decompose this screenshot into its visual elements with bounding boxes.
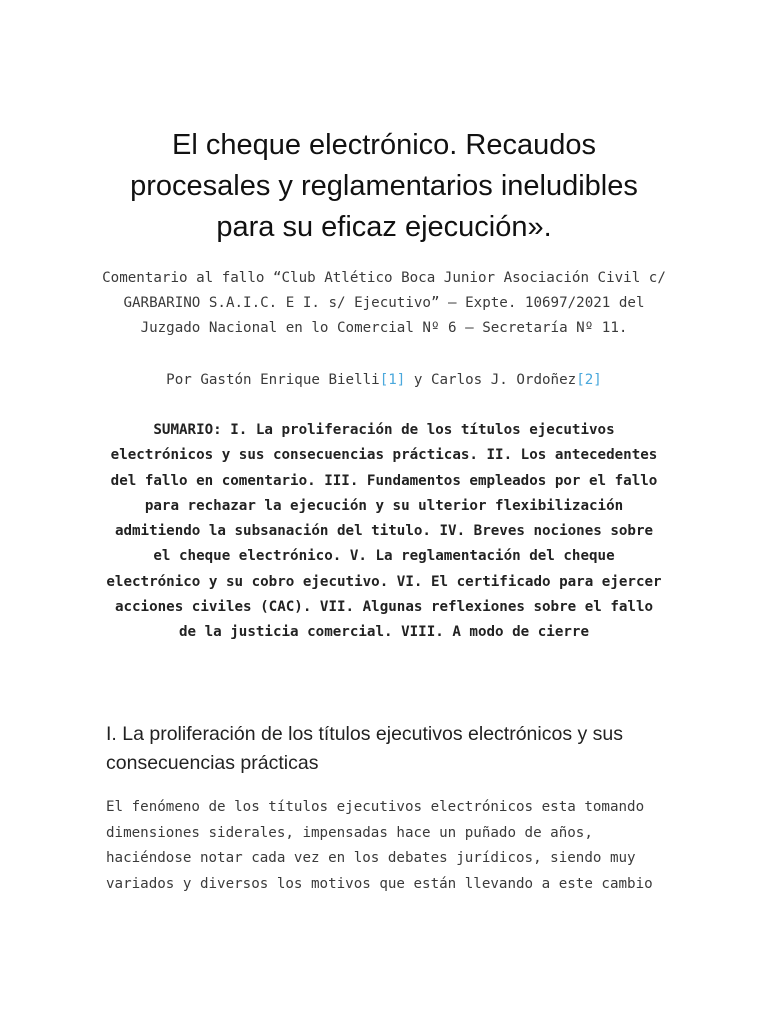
document-title: El cheque electrónico. Recaudos procesales y reglamentarios ineludibles para su eficaz ejecución». — [130, 129, 638, 243]
section-heading: I. La proliferación de los títulos ejecutivos electrónicos y sus consecuencias prácticas — [106, 723, 624, 774]
authors-connector: y Carlos J. Ordoñez — [405, 372, 577, 388]
body-paragraph: El fenómeno de los títulos ejecutivos electrónicos esta tomando dimensiones siderales, impensadas hace un puñado de años, haciéndose notar cada vez en los debates jurídicos, siendo muy variados y diversos los motivos que están llevando a este cambio — [106, 799, 653, 892]
authors-prefix: Por Gastón Enrique Bielli — [166, 372, 380, 388]
footnote-link-1[interactable]: [1] — [379, 372, 406, 388]
footnote-link-2[interactable]: [2] — [576, 372, 602, 388]
authors-line — [96, 368, 672, 393]
summary-block: SUMARIO: I. La proliferación de los títulos ejecutivos electrónicos y sus consecuencias prácticas. II. Los antecedentes del fallo en comentario. III. Fundamentos empleados por el fallo para rechazar la ejecución y su ulterior flexibilización admitiendo la subsanación del titulo. IV. Breves nociones sobre el cheque electrónico. V. La reglamentación del cheque electrónico y su cobro ejecutivo. VI. El certificado para ejercer acciones civiles (CAC). VII. Algunas reflexiones sobre el fallo de la justicia comercial. VIII. A modo de cierre — [106, 422, 662, 641]
case-comment: Comentario al fallo “Club Atlético Boca Junior Asociación Civil c/ GARBARINO S.A.I.C. E I. s/ Ejecutivo” – Expte. 10697/2021 del Juzgado Nacional en lo Comercial Nº 6 – Secretaría Nº 11. — [102, 270, 666, 336]
